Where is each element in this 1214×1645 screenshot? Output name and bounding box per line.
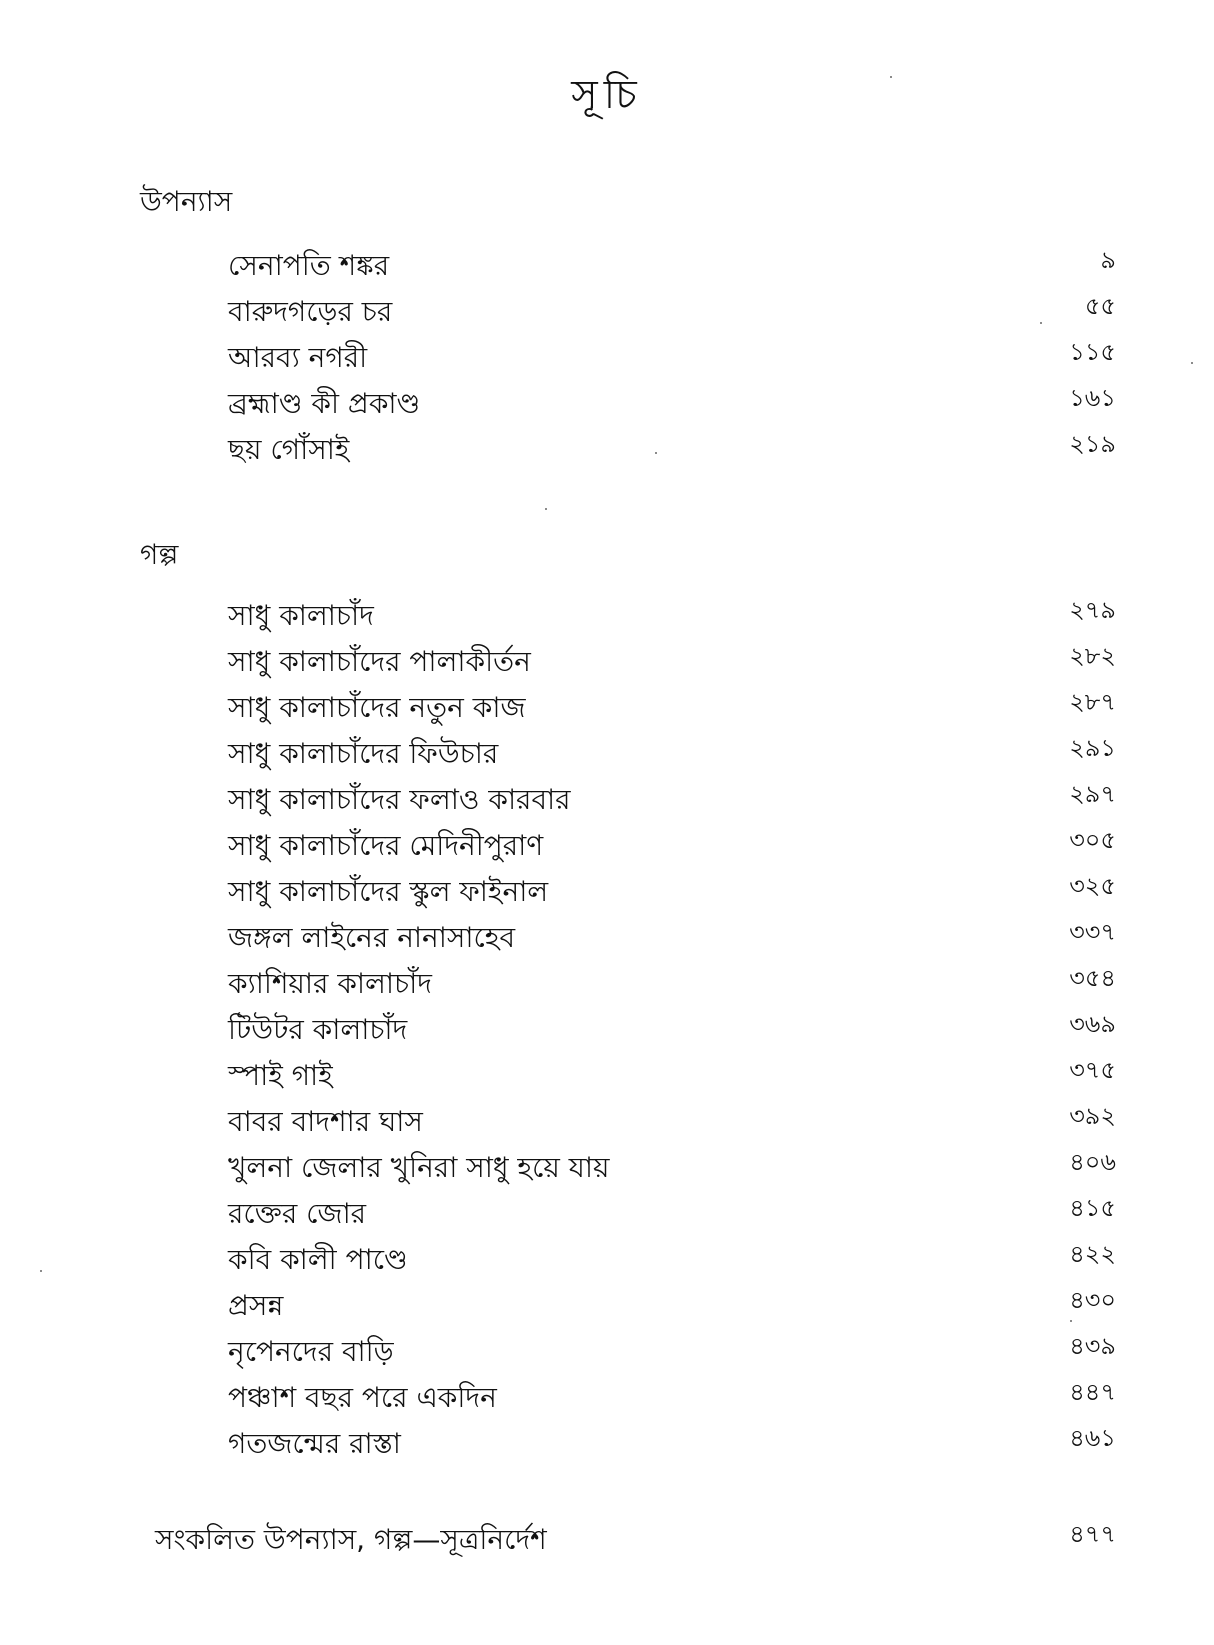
scan-speck	[545, 508, 547, 510]
entry-page-number: ২৮৭	[1069, 688, 1116, 716]
entry-page-number: ২৮২	[1069, 642, 1116, 670]
toc-entry[interactable]	[0, 1378, 1214, 1422]
entry-title: বাবর বাদশার ঘাস	[228, 1105, 423, 1138]
section-heading-novels: উপন্যাস	[140, 185, 233, 218]
toc-entry[interactable]	[0, 1102, 1214, 1146]
entry-title: সাধু কালাচাঁদের পালাকীর্তন	[228, 645, 531, 678]
entry-title: ছয় গোঁসাই	[228, 433, 350, 466]
entry-page-number: ৩৫৪	[1069, 964, 1116, 992]
toc-entry-sources[interactable]	[0, 1520, 1214, 1564]
entry-title: সাধু কালাচাঁদের নতুন কাজ	[228, 691, 526, 724]
scan-speck	[1191, 362, 1193, 364]
scan-speck	[655, 452, 657, 454]
entry-title: সাধু কালাচাঁদ	[228, 599, 374, 632]
entry-title: রক্তের জোর	[228, 1197, 367, 1230]
entry-page-number: ১৬১	[1069, 384, 1116, 412]
entry-title: সাধু কালাচাঁদের ফলাও কারবার	[228, 783, 571, 816]
entry-page-number: ২৯১	[1069, 734, 1116, 762]
toc-entry[interactable]	[0, 1056, 1214, 1100]
toc-entry[interactable]	[0, 1332, 1214, 1376]
page-title: সূচি	[571, 72, 643, 118]
entry-page-number: ২৯৭	[1069, 780, 1116, 808]
toc-entry[interactable]	[0, 918, 1214, 962]
toc-entry[interactable]	[0, 338, 1214, 382]
entry-page-number: ৪৪৭	[1069, 1378, 1116, 1406]
scan-speck	[1070, 1320, 1072, 1322]
entry-title: নৃপেনদের বাড়ি	[228, 1335, 394, 1368]
entry-title: ক্যাশিয়ার কালাচাঁদ	[228, 967, 432, 1000]
scan-speck	[1040, 322, 1042, 324]
entry-page-number: ৪৩৯	[1069, 1332, 1116, 1360]
section-heading-stories: গল্প	[140, 538, 179, 571]
entry-page-number: ৩২৫	[1069, 872, 1116, 900]
entry-page-number: ৯	[1100, 246, 1116, 274]
toc-entry[interactable]	[0, 688, 1214, 732]
toc-entry[interactable]	[0, 780, 1214, 824]
toc-entry[interactable]	[0, 292, 1214, 336]
toc-entry[interactable]	[0, 1148, 1214, 1192]
entry-page-number: ৪৩০	[1069, 1286, 1116, 1314]
entry-title: সংকলিত উপন্যাস, গল্প—সূত্রনির্দেশ	[155, 1523, 547, 1556]
scan-speck	[40, 1270, 42, 1272]
entry-title: আরব্য নগরী	[228, 341, 368, 374]
toc-entry[interactable]	[0, 642, 1214, 686]
entry-title: খুলনা জেলার খুনিরা সাধু হয়ে যায়	[228, 1151, 610, 1184]
toc-entry[interactable]	[0, 246, 1214, 290]
entry-title: প্রসন্ন	[228, 1289, 284, 1322]
entry-title: সাধু কালাচাঁদের ফিউচার	[228, 737, 499, 770]
entry-title: পঞ্চাশ বছর পরে একদিন	[228, 1381, 497, 1414]
entry-page-number: ২১৯	[1069, 430, 1116, 458]
entry-page-number: ৩৯২	[1069, 1102, 1116, 1130]
entry-title: জঙ্গল লাইনের নানাসাহেব	[228, 921, 516, 954]
entry-page-number: ৩০৫	[1069, 826, 1116, 854]
entry-title: সাধু কালাচাঁদের মেদিনীপুরাণ	[228, 829, 544, 862]
scan-speck	[890, 76, 892, 78]
entry-page-number: ৪১৫	[1069, 1194, 1116, 1222]
toc-entry[interactable]	[0, 872, 1214, 916]
toc-entry[interactable]	[0, 1424, 1214, 1468]
entry-title: গতজন্মের রাস্তা	[228, 1427, 401, 1460]
entry-title: ব্রহ্মাণ্ড কী প্রকাণ্ড	[228, 387, 421, 420]
toc-entry[interactable]	[0, 826, 1214, 870]
toc-entry[interactable]	[0, 384, 1214, 428]
entry-page-number: ৪৭৭	[1069, 1520, 1116, 1548]
entry-page-number: ৪২২	[1069, 1240, 1116, 1268]
entry-page-number: ৪০৬	[1069, 1148, 1116, 1176]
toc-entry[interactable]	[0, 1240, 1214, 1284]
entry-title: টিউটর কালাচাঁদ	[228, 1013, 408, 1046]
entry-page-number: ২৭৯	[1069, 596, 1116, 624]
toc-entry[interactable]	[0, 734, 1214, 778]
entry-page-number: ৩৬৯	[1069, 1010, 1116, 1038]
entry-title: বারুদগড়ের চর	[228, 295, 393, 328]
entry-page-number: ৪৬১	[1069, 1424, 1116, 1452]
toc-entry[interactable]	[0, 430, 1214, 474]
entry-page-number: ৩৭৫	[1069, 1056, 1116, 1084]
toc-entry[interactable]	[0, 596, 1214, 640]
toc-entry[interactable]	[0, 1194, 1214, 1238]
entry-page-number: ১১৫	[1069, 338, 1116, 366]
entry-title: সেনাপতি শঙ্কর	[228, 249, 390, 282]
toc-entry[interactable]	[0, 1010, 1214, 1054]
toc-entry[interactable]	[0, 964, 1214, 1008]
entry-page-number: ৩৩৭	[1069, 918, 1116, 946]
entry-title: স্পাই গাই	[228, 1059, 333, 1092]
toc-entry[interactable]	[0, 1286, 1214, 1330]
entry-page-number: ৫৫	[1084, 292, 1116, 320]
entry-title: সাধু কালাচাঁদের স্কুল ফাইনাল	[228, 875, 549, 908]
entry-title: কবি কালী পাণ্ডে	[228, 1243, 408, 1276]
